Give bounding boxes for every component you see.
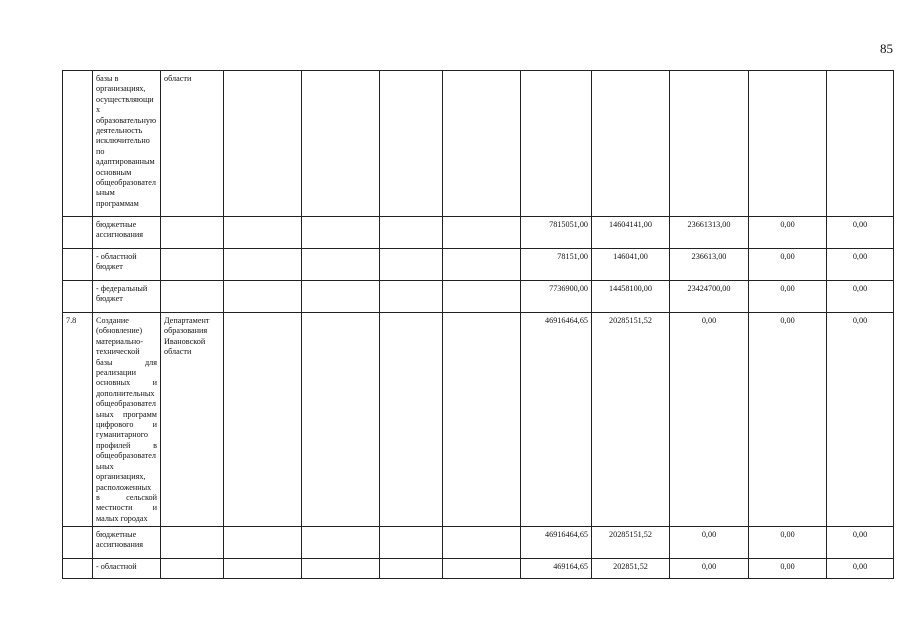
empty-cell [380, 249, 443, 281]
row-executor: области [161, 71, 224, 217]
empty-cell [380, 559, 443, 579]
table-row [63, 71, 894, 217]
value-year-5: 0,00 [827, 527, 894, 559]
value-year-2: 14604141,00 [592, 217, 670, 249]
value-year-3: 0,00 [670, 559, 749, 579]
value-year-4: 0,00 [749, 313, 827, 527]
value-year-5: 0,00 [827, 313, 894, 527]
empty-cell [224, 249, 302, 281]
empty-cell [224, 313, 302, 527]
value-year-3 [670, 71, 749, 217]
value-year-3: 0,00 [670, 313, 749, 527]
value-year-3: 0,00 [670, 527, 749, 559]
value-year-4: 0,00 [749, 281, 827, 313]
value-year-4: 0,00 [749, 527, 827, 559]
empty-cell [443, 559, 521, 579]
empty-cell [443, 71, 521, 217]
budget-table [62, 70, 894, 579]
row-number [63, 217, 93, 249]
table-row [63, 559, 894, 579]
value-year-1: 7815051,00 [521, 217, 592, 249]
empty-cell [302, 71, 380, 217]
empty-cell [380, 527, 443, 559]
value-year-3: 236613,00 [670, 249, 749, 281]
empty-cell [224, 217, 302, 249]
value-year-1: 469164,65 [521, 559, 592, 579]
value-year-3: 23661313,00 [670, 217, 749, 249]
value-year-4: 0,00 [749, 217, 827, 249]
page-number: 85 [880, 41, 893, 56]
empty-cell [224, 559, 302, 579]
empty-cell [443, 249, 521, 281]
empty-cell [443, 527, 521, 559]
empty-cell [302, 313, 380, 527]
empty-cell [224, 527, 302, 559]
empty-cell [224, 281, 302, 313]
value-year-1: 78151,00 [521, 249, 592, 281]
row-name: базы в организациях, осуществляющих образовательную деятельность исключительно по адаптированным основным общеобразовательным программам [93, 71, 161, 217]
value-year-2 [592, 71, 670, 217]
empty-cell [224, 71, 302, 217]
value-year-5: 0,00 [827, 281, 894, 313]
row-name: бюджетные ассигнования [93, 527, 161, 559]
table-row [63, 281, 894, 313]
empty-cell [380, 313, 443, 527]
empty-cell [443, 313, 521, 527]
row-number: 7.8 [63, 313, 93, 527]
row-name: - областной бюджет [93, 249, 161, 281]
value-year-1 [521, 71, 592, 217]
value-year-2: 20285151,52 [592, 527, 670, 559]
value-year-5: 0,00 [827, 559, 894, 579]
empty-cell [302, 281, 380, 313]
table-row [63, 249, 894, 281]
empty-cell [443, 217, 521, 249]
row-number [63, 527, 93, 559]
value-year-5: 0,00 [827, 217, 894, 249]
value-year-5 [827, 71, 894, 217]
value-year-2: 202851,52 [592, 559, 670, 579]
value-year-2: 14458100,00 [592, 281, 670, 313]
empty-cell [380, 71, 443, 217]
table-row [63, 527, 894, 559]
row-executor [161, 559, 224, 579]
row-name: бюджетные ассигнования [93, 217, 161, 249]
value-year-3: 23424700,00 [670, 281, 749, 313]
row-executor: Департамент образования Ивановской области [161, 313, 224, 527]
empty-cell [380, 281, 443, 313]
value-year-4: 0,00 [749, 249, 827, 281]
row-executor [161, 527, 224, 559]
empty-cell [302, 217, 380, 249]
value-year-1: 46916464,65 [521, 527, 592, 559]
empty-cell [302, 527, 380, 559]
empty-cell [443, 281, 521, 313]
row-executor [161, 249, 224, 281]
value-year-2: 20285151,52 [592, 313, 670, 527]
row-number [63, 559, 93, 579]
row-number [63, 71, 93, 217]
value-year-5: 0,00 [827, 249, 894, 281]
row-name: - федеральный бюджет [93, 281, 161, 313]
empty-cell [302, 559, 380, 579]
value-year-1: 46916464,65 [521, 313, 592, 527]
row-executor [161, 217, 224, 249]
table-row [63, 313, 894, 527]
row-number [63, 281, 93, 313]
row-name: Создание (обновление) материально-технической базы для реализации основных и дополнительных общеобразовательных программ цифрового и гуманитарного профилей в общеобразовательных организациях, расположенных в сельской местности и малых городах [93, 313, 161, 527]
row-executor [161, 281, 224, 313]
value-year-4: 0,00 [749, 559, 827, 579]
empty-cell [380, 217, 443, 249]
empty-cell [302, 249, 380, 281]
value-year-4 [749, 71, 827, 217]
table-row [63, 217, 894, 249]
value-year-2: 146041,00 [592, 249, 670, 281]
row-number [63, 249, 93, 281]
value-year-1: 7736900,00 [521, 281, 592, 313]
row-name: - областной [93, 559, 161, 579]
